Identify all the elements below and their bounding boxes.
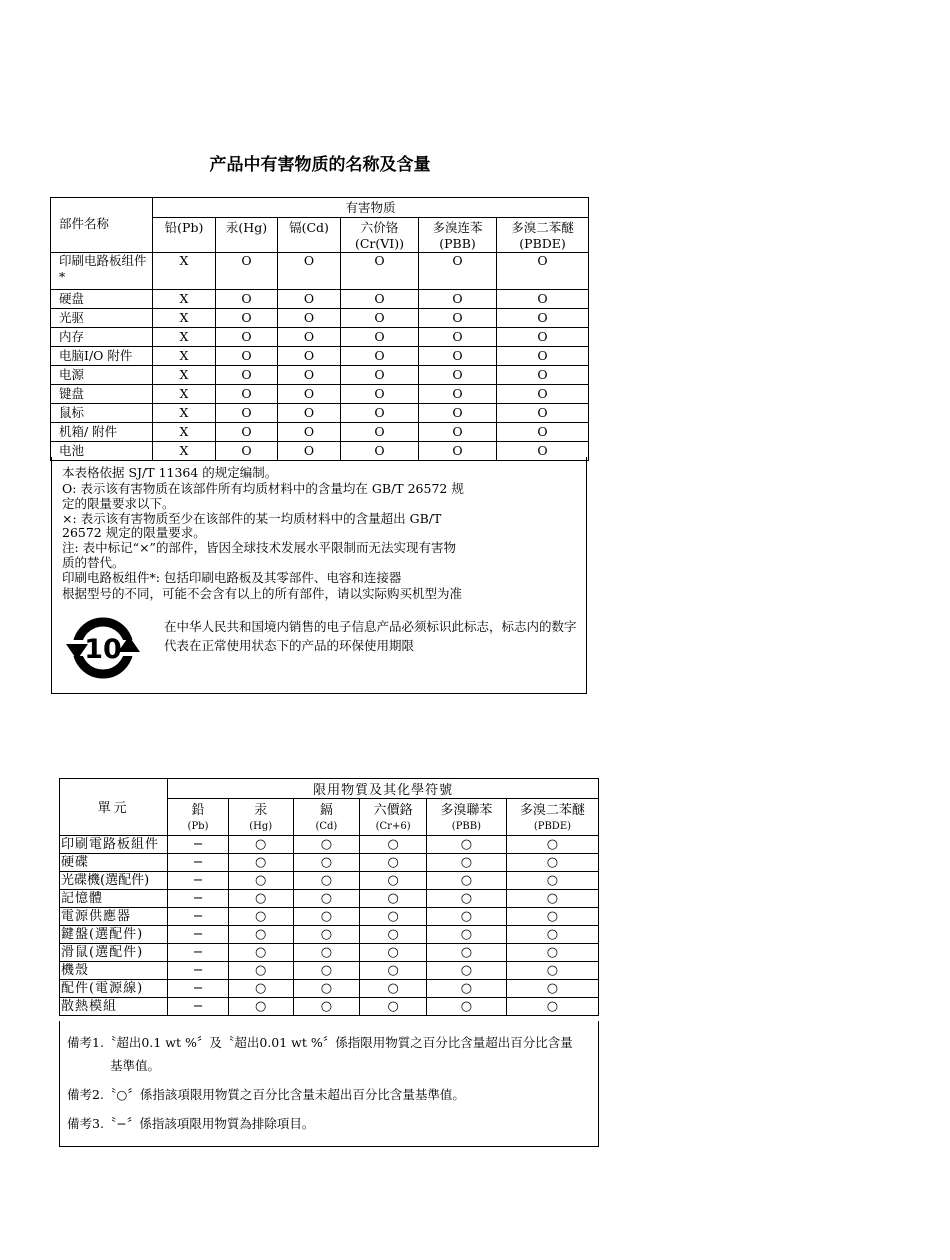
cell-cr6: ○ bbox=[360, 962, 427, 980]
table-row bbox=[51, 423, 589, 442]
cell-cd: ○ bbox=[293, 980, 360, 998]
cell-pbde: ○ bbox=[506, 872, 598, 890]
cell-pbde: ○ bbox=[506, 908, 598, 926]
table-row bbox=[51, 404, 589, 423]
cell-pbde: O bbox=[497, 253, 589, 290]
cell-cr6: O bbox=[341, 366, 419, 385]
table-row bbox=[51, 290, 589, 309]
table-row bbox=[60, 980, 599, 998]
col-header-cr6: 六价铬 (Cr(VI)) bbox=[341, 218, 419, 253]
cell-hg: O bbox=[216, 366, 278, 385]
table-row bbox=[51, 328, 589, 347]
cell-hg: O bbox=[216, 347, 278, 366]
cell-cr6: O bbox=[341, 385, 419, 404]
cell-pbde: O bbox=[497, 423, 589, 442]
col-header-hg: 汞(Hg) bbox=[216, 218, 278, 253]
cell-pb: − bbox=[168, 926, 229, 944]
cell-cd: ○ bbox=[293, 926, 360, 944]
cell-pbde: O bbox=[497, 404, 589, 423]
unit-name: 散熱模組 bbox=[60, 998, 168, 1016]
efup-10-year-icon bbox=[66, 614, 140, 682]
cell-cr6: O bbox=[341, 290, 419, 309]
unit-name: 印刷電路板組件 bbox=[60, 836, 168, 854]
cell-pbb: O bbox=[419, 366, 497, 385]
cell-cd: ○ bbox=[293, 890, 360, 908]
cell-cd: O bbox=[278, 423, 341, 442]
cell-cd: ○ bbox=[293, 944, 360, 962]
cell-cr6: O bbox=[341, 404, 419, 423]
table-row bbox=[51, 347, 589, 366]
page-title: 产品中有害物质的名称及含量 bbox=[209, 155, 431, 175]
col-header-pbb: 多溴聯苯 (PBB) bbox=[426, 799, 506, 836]
table-row bbox=[60, 908, 599, 926]
cell-cr6: ○ bbox=[360, 872, 427, 890]
cell-pbb: O bbox=[419, 290, 497, 309]
unit-name: 機殼 bbox=[60, 962, 168, 980]
note-1: 備考1.〝超出0.1 wt %〞及〝超出0.01 wt %〞係指限用物質之百分比含量超出百分比含量 bbox=[67, 1035, 573, 1050]
table-row bbox=[60, 944, 599, 962]
cell-cd: O bbox=[278, 309, 341, 328]
cell-pbb: O bbox=[419, 404, 497, 423]
cell-cd: O bbox=[278, 385, 341, 404]
unit-header: 單元 bbox=[60, 779, 168, 836]
cell-pbde: ○ bbox=[506, 980, 598, 998]
cell-cr6: O bbox=[341, 347, 419, 366]
col-header-pbde: 多溴二苯醚 (PBDE) bbox=[506, 799, 598, 836]
cell-pbb: ○ bbox=[426, 836, 506, 854]
part-name: 硬盘 bbox=[51, 290, 153, 309]
cell-cr6: ○ bbox=[360, 998, 427, 1016]
note-1-continued: 基準值。 bbox=[110, 1058, 161, 1073]
restricted-substance-header: 限用物質及其化學符號 bbox=[168, 779, 599, 799]
cell-pbb: O bbox=[419, 442, 497, 461]
cell-pb: − bbox=[168, 854, 229, 872]
cell-pbb: O bbox=[419, 309, 497, 328]
note-line: 质的替代。 bbox=[62, 555, 125, 570]
note-line: 26572 规定的限量要求。 bbox=[62, 525, 206, 540]
cell-pbb: O bbox=[419, 347, 497, 366]
cell-cr6: O bbox=[341, 423, 419, 442]
cell-cr6: ○ bbox=[360, 890, 427, 908]
unit-name: 光碟機(選配件) bbox=[60, 872, 168, 890]
cell-pbde: ○ bbox=[506, 998, 598, 1016]
part-name: 键盘 bbox=[51, 385, 153, 404]
cell-cd: ○ bbox=[293, 962, 360, 980]
cell-hg: ○ bbox=[228, 962, 293, 980]
cell-pbb: O bbox=[419, 253, 497, 290]
unit-name: 滑鼠(選配件) bbox=[60, 944, 168, 962]
cell-pb: − bbox=[168, 962, 229, 980]
table-row bbox=[51, 366, 589, 385]
cell-pb: − bbox=[168, 890, 229, 908]
cell-cr6: O bbox=[341, 253, 419, 290]
cell-pbb: ○ bbox=[426, 980, 506, 998]
cell-pbde: ○ bbox=[506, 836, 598, 854]
cell-pbde: O bbox=[497, 385, 589, 404]
table-row bbox=[60, 854, 599, 872]
cell-pbde: O bbox=[497, 290, 589, 309]
hazardous-substances-table bbox=[50, 197, 589, 461]
cell-cr6: O bbox=[341, 442, 419, 461]
cell-pbb: ○ bbox=[426, 890, 506, 908]
cell-pbb: O bbox=[419, 385, 497, 404]
cell-pbb: ○ bbox=[426, 962, 506, 980]
cell-hg: O bbox=[216, 253, 278, 290]
note-line: ×: 表示该有害物质至少在该部件的某一均质材料中的含量超出 GB/T bbox=[62, 511, 442, 526]
unit-name: 記憶體 bbox=[60, 890, 168, 908]
col-header-cd: 镉(Cd) bbox=[278, 218, 341, 253]
cell-pbb: ○ bbox=[426, 872, 506, 890]
cell-pbde: O bbox=[497, 309, 589, 328]
col-header-pb: 鉛 (Pb) bbox=[168, 799, 229, 836]
unit-name: 鍵盤(選配件) bbox=[60, 926, 168, 944]
note-3: 備考3.〝−〞係指該項限用物質為排除項目。 bbox=[67, 1116, 315, 1131]
col-header-pbde: 多溴二苯醚 (PBDE) bbox=[497, 218, 589, 253]
hazardous-substance-header: 有害物质 bbox=[153, 198, 589, 218]
cell-pb: X bbox=[153, 309, 216, 328]
part-name: 电脑I/O 附件 bbox=[51, 347, 153, 366]
col-header-cr6: 六價鉻 (Cr+6) bbox=[360, 799, 427, 836]
table-row bbox=[60, 962, 599, 980]
cell-pbde: ○ bbox=[506, 854, 598, 872]
cell-pbb: ○ bbox=[426, 854, 506, 872]
col-header-cd: 鎘 (Cd) bbox=[293, 799, 360, 836]
note-line: 根据型号的不同，可能不会含有以上的所有部件，请以实际购买机型为准 bbox=[62, 586, 463, 601]
cell-pbde: ○ bbox=[506, 890, 598, 908]
cell-hg: O bbox=[216, 423, 278, 442]
table-row bbox=[60, 890, 599, 908]
cell-pbde: O bbox=[497, 347, 589, 366]
cell-cr6: O bbox=[341, 328, 419, 347]
cell-pb: − bbox=[168, 908, 229, 926]
cell-hg: ○ bbox=[228, 854, 293, 872]
table-row bbox=[60, 998, 599, 1016]
cell-hg: O bbox=[216, 328, 278, 347]
table-row bbox=[51, 385, 589, 404]
cell-pb: − bbox=[168, 980, 229, 998]
cell-pbde: ○ bbox=[506, 926, 598, 944]
cell-hg: ○ bbox=[228, 944, 293, 962]
part-name: 鼠标 bbox=[51, 404, 153, 423]
cell-hg: O bbox=[216, 290, 278, 309]
table2-notes bbox=[59, 1021, 599, 1147]
cell-pb: X bbox=[153, 404, 216, 423]
efup-number: 10 bbox=[84, 634, 122, 665]
cell-pb: X bbox=[153, 253, 216, 290]
col-header-pbb: 多溴连苯 (PBB) bbox=[419, 218, 497, 253]
note-line: O: 表示该有害物质在该部件所有均质材料中的含量均在 GB/T 26572 规 bbox=[62, 481, 464, 496]
cell-pbb: O bbox=[419, 423, 497, 442]
cell-cd: O bbox=[278, 290, 341, 309]
part-name: 光驱 bbox=[51, 309, 153, 328]
cell-cr6: ○ bbox=[360, 980, 427, 998]
cell-hg: O bbox=[216, 442, 278, 461]
cell-pb: X bbox=[153, 423, 216, 442]
part-name-header: 部件名称 bbox=[51, 198, 153, 253]
cell-cd: O bbox=[278, 404, 341, 423]
cell-pbde: O bbox=[497, 442, 589, 461]
cell-pbde: ○ bbox=[506, 962, 598, 980]
cell-pb: X bbox=[153, 347, 216, 366]
cell-hg: ○ bbox=[228, 872, 293, 890]
cell-cd: ○ bbox=[293, 836, 360, 854]
cell-cd: ○ bbox=[293, 872, 360, 890]
cell-pbb: ○ bbox=[426, 908, 506, 926]
cell-cr6: ○ bbox=[360, 836, 427, 854]
cell-hg: ○ bbox=[228, 908, 293, 926]
note-2: 備考2.〝○〞係指該項限用物質之百分比含量未超出百分比含量基準值。 bbox=[67, 1087, 465, 1102]
cell-hg: O bbox=[216, 385, 278, 404]
part-name: 电池 bbox=[51, 442, 153, 461]
cell-pb: X bbox=[153, 328, 216, 347]
cell-hg: ○ bbox=[228, 998, 293, 1016]
cell-pbb: ○ bbox=[426, 926, 506, 944]
restricted-substances-table bbox=[59, 778, 599, 1016]
cell-hg: O bbox=[216, 404, 278, 423]
cell-pb: X bbox=[153, 366, 216, 385]
cell-pbde: O bbox=[497, 328, 589, 347]
cell-hg: ○ bbox=[228, 890, 293, 908]
cell-pb: − bbox=[168, 872, 229, 890]
cell-cd: O bbox=[278, 347, 341, 366]
cell-pbde: O bbox=[497, 366, 589, 385]
cell-cd: O bbox=[278, 253, 341, 290]
cell-cd: ○ bbox=[293, 998, 360, 1016]
cell-pb: X bbox=[153, 385, 216, 404]
table1-notes bbox=[51, 457, 587, 694]
unit-name: 硬碟 bbox=[60, 854, 168, 872]
table-row bbox=[60, 872, 599, 890]
table-row bbox=[51, 309, 589, 328]
cell-pb: − bbox=[168, 944, 229, 962]
note-line: 印刷电路板组件*: 包括印刷电路板及其零部件、电容和连接器 bbox=[62, 570, 402, 585]
cell-pb: X bbox=[153, 442, 216, 461]
part-name: 机箱/ 附件 bbox=[51, 423, 153, 442]
cell-cr6: O bbox=[341, 309, 419, 328]
unit-name: 電源供應器 bbox=[60, 908, 168, 926]
table-row bbox=[60, 836, 599, 854]
part-name: 电源 bbox=[51, 366, 153, 385]
cell-hg: ○ bbox=[228, 980, 293, 998]
cell-pbb: ○ bbox=[426, 998, 506, 1016]
cell-pbb: O bbox=[419, 328, 497, 347]
cell-hg: O bbox=[216, 309, 278, 328]
cell-cr6: ○ bbox=[360, 908, 427, 926]
cell-hg: ○ bbox=[228, 926, 293, 944]
cell-cd: O bbox=[278, 366, 341, 385]
part-name: 印刷电路板组件* bbox=[51, 253, 153, 290]
note-line: 定的限量要求以下。 bbox=[62, 496, 175, 511]
cell-cd: ○ bbox=[293, 854, 360, 872]
cell-pbb: ○ bbox=[426, 944, 506, 962]
cell-cr6: ○ bbox=[360, 854, 427, 872]
cell-cr6: ○ bbox=[360, 926, 427, 944]
table-row bbox=[60, 926, 599, 944]
cell-pb: − bbox=[168, 836, 229, 854]
cell-cd: ○ bbox=[293, 908, 360, 926]
cell-cd: O bbox=[278, 442, 341, 461]
cell-pb: X bbox=[153, 290, 216, 309]
table-row bbox=[51, 253, 589, 290]
cell-pbde: ○ bbox=[506, 944, 598, 962]
note-line: 本表格依据 SJ/T 11364 的规定编制。 bbox=[62, 465, 278, 480]
unit-name: 配件(電源線) bbox=[60, 980, 168, 998]
part-name: 内存 bbox=[51, 328, 153, 347]
efup-description: 在中华人民共和国境内销售的电子信息产品必须标识此标志，标志内的数字代表在正常使用状态下的产品的环保使用期限 bbox=[164, 619, 577, 653]
col-header-hg: 汞 (Hg) bbox=[228, 799, 293, 836]
cell-pb: − bbox=[168, 998, 229, 1016]
note-line: 注: 表中标记“×”的部件，皆因全球技术发展水平限制而无法实现有害物 bbox=[62, 540, 456, 555]
cell-cr6: ○ bbox=[360, 944, 427, 962]
cell-cd: O bbox=[278, 328, 341, 347]
col-header-pb: 铅(Pb) bbox=[153, 218, 216, 253]
cell-hg: ○ bbox=[228, 836, 293, 854]
